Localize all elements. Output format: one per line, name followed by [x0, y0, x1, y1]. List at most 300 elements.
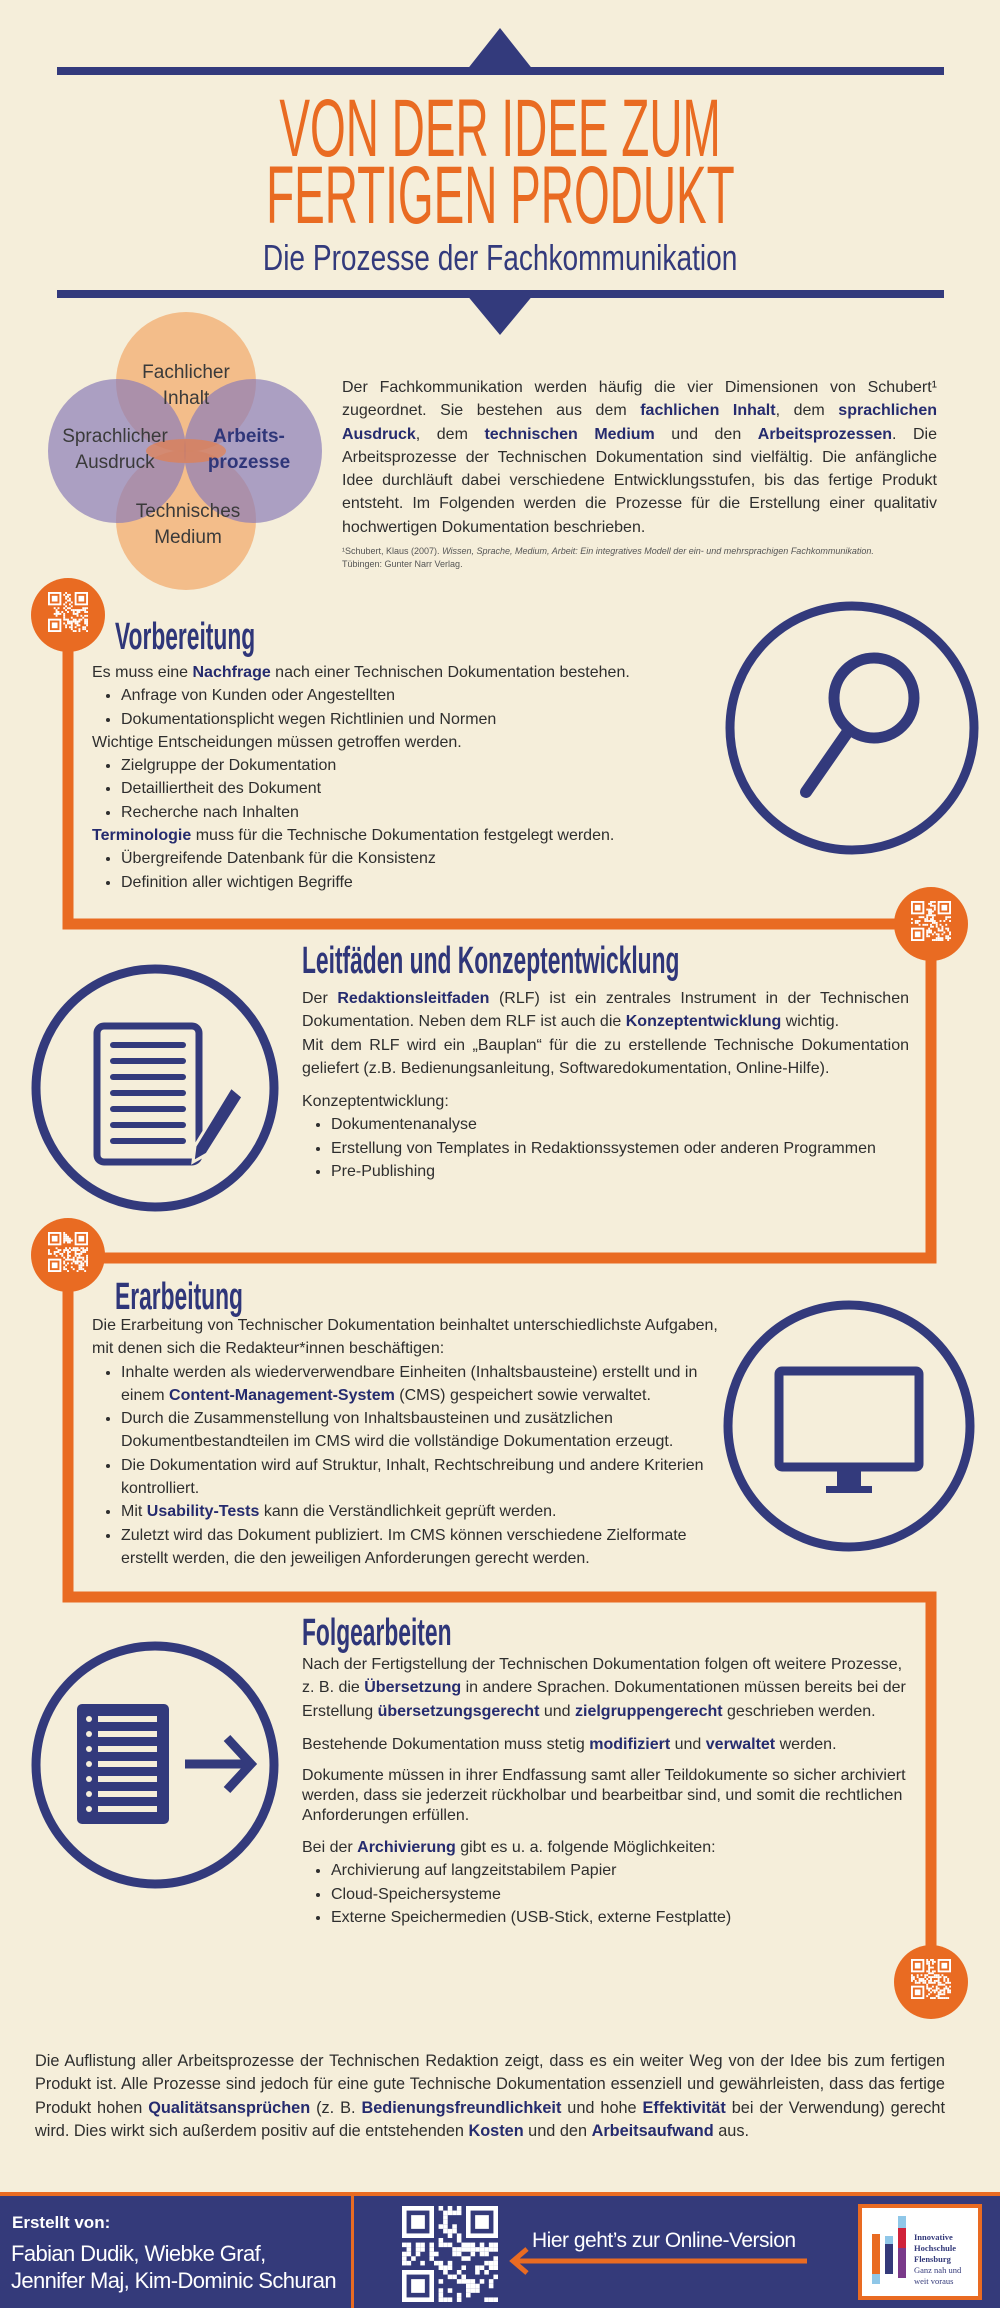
qr-module — [73, 619, 75, 621]
qr-module — [63, 619, 65, 621]
qr-module — [75, 1247, 77, 1249]
paragraph — [302, 1733, 914, 1756]
qr-module — [943, 1988, 945, 1990]
created-by-label: Erstellt von: — [12, 2213, 111, 2232]
qr-module — [930, 1976, 932, 1978]
qr-module — [443, 2265, 448, 2270]
qr-module — [926, 1963, 928, 1965]
qr-module — [936, 924, 938, 926]
qr-module — [917, 922, 919, 924]
qr-module — [448, 2206, 453, 2211]
qr-module — [919, 916, 921, 918]
list-item — [331, 1137, 909, 1160]
qr-module — [78, 1264, 80, 1266]
qr-module — [932, 1963, 934, 1965]
qr-module — [934, 1997, 936, 1999]
qr-module — [949, 1986, 951, 1988]
qr-module — [402, 2252, 407, 2257]
qr-module — [63, 1238, 65, 1240]
qr-module — [457, 2297, 462, 2302]
qr-module — [59, 1253, 61, 1255]
qr-module — [941, 926, 943, 928]
qr-module — [945, 924, 947, 926]
qr-module — [930, 1997, 932, 1999]
emphasized-term: fachlichen Inhalt — [640, 402, 776, 420]
qr-module — [911, 1974, 913, 1976]
qr-module — [56, 609, 58, 611]
qr-module — [938, 939, 940, 941]
qr-module — [932, 914, 934, 916]
qr-module — [420, 2243, 425, 2248]
qr-module — [917, 1976, 919, 1978]
list-item — [331, 1906, 914, 1929]
qr-module — [407, 2243, 412, 2248]
qr-module — [932, 1976, 934, 1978]
qr-module — [945, 918, 947, 920]
qr-module — [938, 1988, 940, 1990]
venn-label-processes: Arbeits- prozesse — [207, 426, 291, 473]
qr-module — [949, 931, 951, 933]
qr-module — [75, 1249, 77, 1251]
authors: Fabian Dudik, Wiebke Graf, Jennifer Maj, Kim-Dominic Schuran — [11, 2241, 336, 2293]
text-run: Dokumente müssen in ihrer Endfassung samt aller Teildokumente so sicher archiviert werden, dass sie jederzeit rückholbar und bearbeitbar sind, und somit die rechtlichen Anforderungen erfüllen. — [302, 1767, 906, 1825]
qr-module — [71, 1259, 73, 1261]
qr-module — [78, 1255, 80, 1257]
qr-module — [452, 2224, 457, 2229]
qr-module — [943, 931, 945, 933]
qr-module — [489, 2247, 494, 2252]
qr-module — [938, 1993, 940, 1995]
qr-module — [934, 905, 936, 907]
qr-module — [65, 602, 67, 604]
qr-module — [48, 1251, 50, 1253]
qr-module — [65, 1247, 67, 1249]
qr-module — [75, 626, 77, 628]
qr-module — [930, 924, 932, 926]
qr-finder — [915, 905, 921, 911]
qr-module — [471, 2247, 476, 2252]
qr-module — [67, 1236, 69, 1238]
emphasized-term: Konzeptentwicklung — [625, 1013, 782, 1031]
qr-module — [439, 2238, 444, 2243]
qr-module — [930, 903, 932, 905]
qr-module — [945, 1986, 947, 1988]
qr-module — [913, 1976, 915, 1978]
text-run: Detailliertheit des Dokument — [121, 780, 322, 798]
qr-module — [928, 909, 930, 911]
qr-module — [493, 2265, 498, 2270]
text-run: werden. — [775, 1735, 837, 1753]
qr-module — [86, 1264, 88, 1266]
qr-module — [934, 1970, 936, 1972]
qr-module — [475, 2265, 480, 2270]
qr-module — [439, 2279, 444, 2284]
qr-module — [439, 2224, 444, 2229]
qr-module — [61, 1253, 63, 1255]
qr-module — [934, 939, 936, 941]
qr-module — [930, 931, 932, 933]
qr-module — [926, 1995, 928, 1997]
qr-module — [77, 611, 79, 613]
text-run: (RLF) ist ein zentrales Instrument in der Technischen Dokumentation. Neben dem RLF ist auch die — [302, 990, 909, 1031]
qr-module — [941, 928, 943, 930]
qr-module — [936, 922, 938, 924]
qr-module — [947, 1997, 949, 1999]
qr-module — [77, 1253, 79, 1255]
qr-module — [466, 2243, 471, 2248]
qr-module — [930, 909, 932, 911]
list-item — [121, 754, 712, 777]
qr-module — [938, 1974, 940, 1976]
qr-module — [930, 901, 932, 903]
qr-module — [493, 2256, 498, 2261]
qr-module — [934, 1989, 936, 1991]
qr-module — [58, 1251, 60, 1253]
qr-module — [63, 1240, 65, 1242]
qr-module — [63, 607, 65, 609]
qr-module — [466, 2293, 471, 2298]
qr-module — [63, 1236, 65, 1238]
qr-module — [86, 1249, 88, 1251]
qr-module — [402, 2243, 407, 2248]
text-run: Die Erarbeitung von Technischer Dokumentation beinhaltet unterschiedlichste Aufgaben, mit denen sich die Redakteur*innen beschäftigen: — [92, 1317, 718, 1358]
qr-module — [940, 1976, 942, 1978]
qr-module — [58, 1249, 60, 1251]
qr-module — [73, 630, 75, 632]
qr-module — [926, 914, 928, 916]
arrow-left-icon — [505, 2246, 810, 2276]
intro-text — [342, 376, 937, 539]
text-run: Recherche nach Inhalten — [121, 803, 299, 821]
qr-module — [947, 937, 949, 939]
qr-module — [949, 937, 951, 939]
qr-module — [63, 1234, 65, 1236]
list-item — [121, 847, 712, 870]
document-export-icon — [31, 1641, 281, 1891]
qr-module — [84, 615, 86, 617]
qr-module — [77, 624, 79, 626]
qr-module — [493, 2247, 498, 2252]
qr-module — [934, 1991, 936, 1993]
online-version-qr-code[interactable] — [402, 2206, 498, 2302]
text-run: . Die Arbeitsprozesse der Technischen Dokumentation sind vielfältig. Die anfängliche Idee durchläuft dabei verschiedene Entwicklungsstufen, bis das fertige Produkt entsteht. Im Folgenden werden die Prozesse für die Erstellung einer qualitativ hochwertigen Dokumentation beschrieben. — [342, 425, 938, 536]
qr-module — [930, 1972, 932, 1974]
qr-module — [475, 2270, 480, 2275]
qr-module — [941, 1984, 943, 1986]
text-run: Durch die Zusammenstellung von Inhaltsbausteinen und zusätzlichen Dokumentbestandteilen im CMS wird die vollständige Dokumentation erzeugt. — [121, 1410, 674, 1451]
qr-module — [84, 621, 86, 623]
qr-module — [926, 931, 928, 933]
qr-module — [80, 1261, 82, 1263]
qr-module — [930, 1980, 932, 1982]
qr-module — [936, 1988, 938, 1990]
qr-module — [934, 1980, 936, 1982]
qr-module — [80, 1266, 82, 1268]
qr-module — [936, 933, 938, 935]
qr-module — [67, 594, 69, 596]
qr-module — [466, 2279, 471, 2284]
qr-module — [480, 2252, 485, 2257]
qr-module — [69, 1255, 71, 1257]
list-item — [121, 1500, 732, 1523]
qr-module — [84, 607, 86, 609]
paragraph — [92, 824, 712, 847]
qr-module — [63, 1251, 65, 1253]
text-run: Pre-Publishing — [331, 1163, 436, 1181]
paragraph — [302, 1836, 914, 1859]
qr-module — [932, 918, 934, 920]
qr-module — [73, 609, 75, 611]
qr-module — [489, 2297, 494, 2302]
qr-module — [949, 1989, 951, 1991]
qr-module — [928, 1989, 930, 1991]
qr-module — [475, 2288, 480, 2293]
qr-module — [69, 594, 71, 596]
qr-module — [67, 596, 69, 598]
qr-module — [934, 1982, 936, 1984]
qr-module — [65, 626, 67, 628]
qr-module — [82, 1262, 84, 1264]
qr-module — [67, 1262, 69, 1264]
qr-code-badge[interactable] — [31, 1218, 105, 1292]
qr-module — [938, 1978, 940, 1980]
qr-module — [67, 611, 69, 613]
qr-module — [77, 1270, 79, 1272]
qr-module — [73, 1257, 75, 1259]
text-run: bei der Verwendung) gerecht wird. Dies wirkt sich außerdem positiv auf die entstehenden — [35, 2098, 945, 2140]
qr-module — [82, 617, 84, 619]
qr-module — [86, 1262, 88, 1264]
venn-label-medium: Technisches Medium — [135, 501, 241, 548]
qr-module — [928, 931, 930, 933]
qr-module — [932, 1972, 934, 1974]
qr-module — [932, 905, 934, 907]
qr-module — [71, 624, 73, 626]
qr-module — [934, 901, 936, 903]
qr-finder — [52, 596, 58, 602]
emphasized-term: sprachlichen Ausdruck — [342, 402, 937, 443]
qr-module — [448, 2265, 453, 2270]
qr-module — [75, 1253, 77, 1255]
qr-module — [924, 924, 926, 926]
list-item — [121, 1361, 732, 1408]
qr-module — [461, 2256, 466, 2261]
qr-module — [926, 916, 928, 918]
qr-module — [947, 930, 949, 932]
qr-module — [928, 903, 930, 905]
qr-code-badge[interactable] — [31, 578, 105, 652]
qr-module — [936, 939, 938, 941]
qr-module — [407, 2247, 412, 2252]
text-run: Definition aller wichtigen Begriffe — [121, 873, 353, 891]
qr-module — [919, 1978, 921, 1980]
qr-module — [82, 1268, 84, 1270]
qr-module — [61, 611, 63, 613]
qr-module — [921, 1978, 923, 1980]
qr-module — [919, 924, 921, 926]
section-heading-erarbeitung: Erarbeitung — [115, 1276, 243, 1318]
qr-module — [84, 619, 86, 621]
qr-finder — [411, 2215, 425, 2229]
qr-module — [947, 1991, 949, 1993]
qr-module — [932, 933, 934, 935]
qr-module — [941, 1974, 943, 1976]
qr-module — [416, 2243, 421, 2248]
qr-module — [936, 926, 938, 928]
logo-mark-icon — [872, 2216, 908, 2292]
qr-module — [86, 630, 88, 632]
qr-module — [75, 1251, 77, 1253]
emphasized-term: verwaltet — [705, 1735, 776, 1753]
qr-module — [77, 613, 79, 615]
qr-finder — [915, 1963, 921, 1969]
qr-module — [926, 909, 928, 911]
qr-module — [493, 2243, 498, 2248]
qr-module — [940, 937, 942, 939]
university-logo[interactable] — [858, 2204, 982, 2300]
qr-finder — [941, 1963, 947, 1969]
qr-module — [466, 2284, 471, 2289]
qr-module — [67, 1251, 69, 1253]
qr-module — [75, 630, 77, 632]
qr-module — [448, 2261, 453, 2266]
text-run: und hohe — [561, 2098, 643, 2117]
qr-module — [86, 1255, 88, 1257]
qr-module — [924, 1974, 926, 1976]
qr-module — [56, 1255, 58, 1257]
qr-module — [63, 1261, 65, 1263]
qr-module — [77, 621, 79, 623]
qr-module — [915, 920, 917, 922]
qr-module — [73, 1261, 75, 1263]
qr-module — [448, 2229, 453, 2234]
qr-module — [911, 1976, 913, 1978]
paragraph — [342, 376, 937, 539]
qr-module — [471, 2243, 476, 2248]
qr-module — [949, 916, 951, 918]
qr-module — [69, 603, 71, 605]
qr-module — [77, 622, 79, 624]
qr-module — [80, 609, 82, 611]
qr-code-badge[interactable] — [894, 1945, 968, 2019]
qr-module — [56, 613, 58, 615]
venn-label-language: Sprachlicher Ausdruck — [62, 426, 168, 473]
qr-module — [69, 1240, 71, 1242]
qr-module — [936, 1986, 938, 1988]
qr-module — [77, 1249, 79, 1251]
qr-module — [69, 600, 71, 602]
qr-module — [448, 2275, 453, 2280]
qr-module — [932, 920, 934, 922]
qr-module — [938, 1984, 940, 1986]
qr-module — [56, 1251, 58, 1253]
qr-module — [78, 621, 80, 623]
qr-module — [461, 2279, 466, 2284]
qr-module — [926, 1988, 928, 1990]
qr-module — [67, 607, 69, 609]
qr-module — [932, 1970, 934, 1972]
qr-module — [71, 1266, 73, 1268]
qr-module — [71, 602, 73, 604]
qr-module — [940, 1997, 942, 1999]
emphasized-term: Nachfrage — [192, 664, 271, 681]
qr-module — [922, 924, 924, 926]
text-run: Erstellung von Templates in Redaktionssystemen oder anderen Programmen — [331, 1139, 876, 1157]
qr-module — [457, 2238, 462, 2243]
qr-module — [80, 619, 82, 621]
qr-module — [932, 901, 934, 903]
emphasized-term: Terminologie — [92, 827, 192, 845]
qr-module — [65, 1268, 67, 1270]
qr-module — [439, 2297, 444, 2302]
qr-module — [82, 609, 84, 611]
qr-module — [54, 607, 56, 609]
text-run: nach einer Technischen Dokumentation bestehen. — [270, 664, 630, 681]
qr-module — [928, 1976, 930, 1978]
qr-module — [69, 1251, 71, 1253]
qr-module — [63, 1257, 65, 1259]
qr-module — [913, 1978, 915, 1980]
qr-module — [86, 607, 88, 609]
qr-module — [940, 1993, 942, 1995]
text-run: Die Auflistung aller Arbeitsprozesse der Technischen Redaktion zeigt, dass es ein weiter Weg von der Idee bis zum fertigen Produkt ist. Alle Prozesse sind jedoch für eine gute Technische Dokumentation essenziell und gewährleisten, dass das fertige Produkt hohen — [35, 2052, 945, 2117]
qr-module — [941, 930, 943, 932]
qr-finder — [78, 1236, 84, 1242]
qr-module — [932, 1961, 934, 1963]
online-version-link[interactable]: Hier geht’s zur Online-Version — [532, 2229, 796, 2252]
qr-module — [484, 2247, 489, 2252]
emphasized-term: Redaktionsleitfaden — [337, 990, 490, 1007]
qr-module — [69, 622, 71, 624]
qr-module — [67, 1270, 69, 1272]
text-run: gibt es u. a. folgende Möglichkeiten: — [455, 1839, 716, 1857]
qr-module — [448, 2297, 453, 2302]
qr-module — [930, 914, 932, 916]
list-item — [121, 1454, 732, 1501]
qr-finder — [475, 2215, 489, 2229]
text-run: Der Fachkommunikation werden häufig die vier Dimensionen von Schubert¹ zugeordnet. Sie bestehen aus dem — [342, 379, 937, 420]
qr-module — [917, 1982, 919, 1984]
qr-module — [940, 920, 942, 922]
qr-module — [926, 920, 928, 922]
list-item — [331, 1859, 914, 1882]
qr-module — [938, 1980, 940, 1982]
conclusion-text — [35, 2050, 945, 2143]
qr-module — [932, 939, 934, 941]
qr-module — [457, 2211, 462, 2216]
page-subtitle: Die Prozesse der Fachkommunikation — [262, 237, 738, 278]
qr-module — [63, 1242, 65, 1244]
qr-module — [73, 621, 75, 623]
qr-module — [940, 930, 942, 932]
qr-module — [934, 909, 936, 911]
qr-module — [69, 621, 71, 623]
qr-module — [61, 1255, 63, 1257]
qr-module — [78, 1268, 80, 1270]
qr-module — [86, 611, 88, 613]
text-run: Bei der — [302, 1839, 358, 1857]
qr-module — [71, 1240, 73, 1242]
qr-module — [78, 609, 80, 611]
qr-module — [947, 1980, 949, 1982]
qr-module — [940, 924, 942, 926]
text-run: Externe Speichermedien (USB-Stick, externe Festplatte) — [331, 1909, 732, 1927]
qr-module — [71, 605, 73, 607]
qr-module — [69, 1238, 71, 1240]
qr-module — [75, 613, 77, 615]
section-heading-leitfaeden: Leitfäden und Konzeptentwicklung — [302, 940, 680, 982]
emphasized-term: Effektivität — [642, 2098, 726, 2117]
